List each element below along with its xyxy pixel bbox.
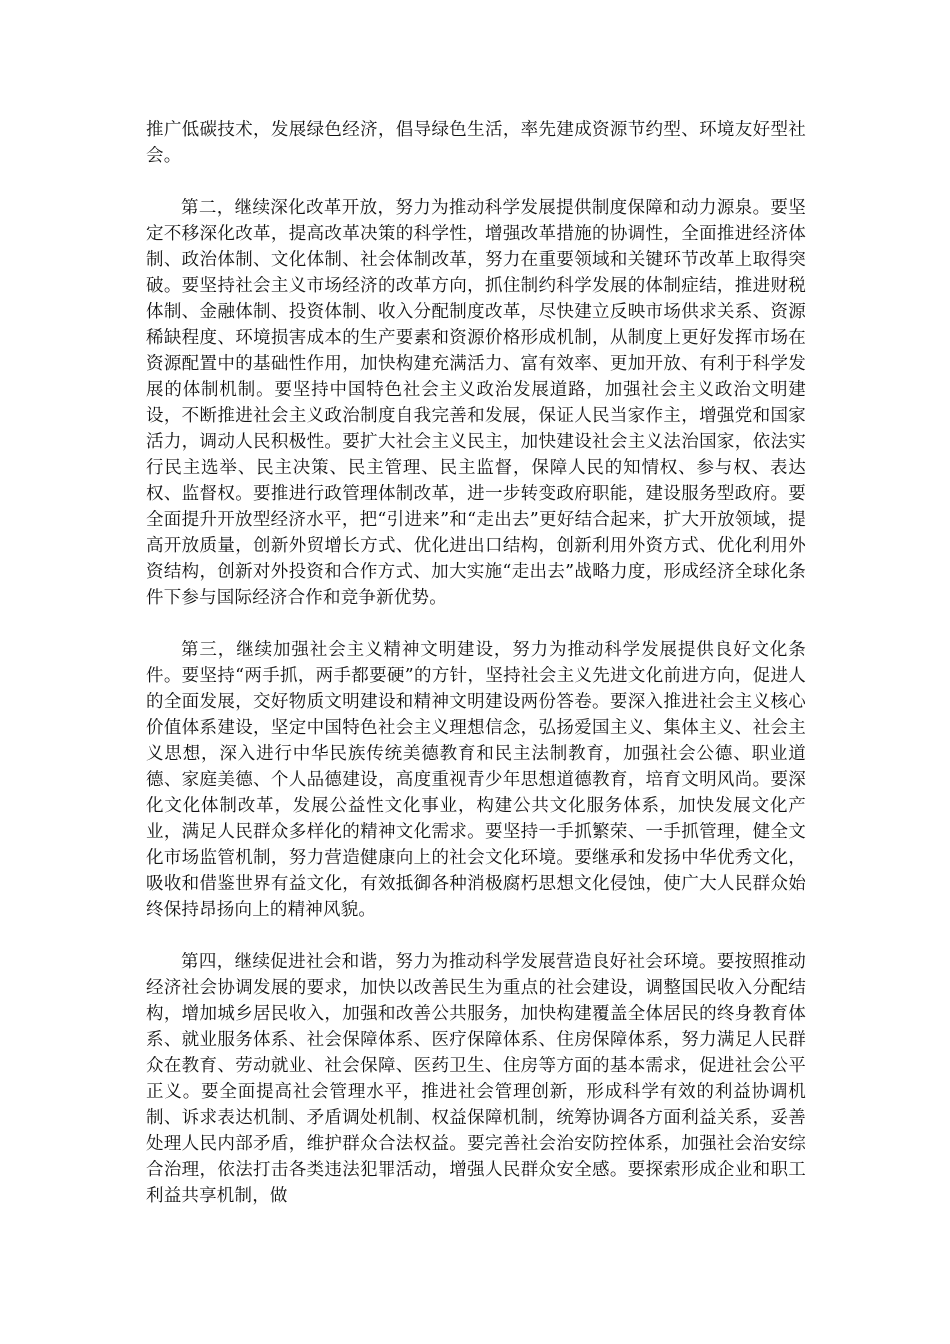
paragraph-fourth: 第四，继续促进社会和谐，努力为推动科学发展营造良好社会环境。要按照推动经济社会协调发展的要求，加快以改善民生为重点的社会建设，调整国民收入分配结构，增加城乡居民收入，加强和改善公共服务，加快构建覆盖全体居民的终身教育体系、就业服务体系、社会保障体系、医疗保障体系、住房保障体系，努力满足人民群众在教育、劳动就业、社会保障、医药卫生、住房等方面的基本需求，促进社会公平正义。要全面提高社会管理水平，推进社会管理创新，形成科学有效的利益协调机制、诉求表达机制、矛盾调处机制、权益保障机制，统筹协调各方面利益关系，妥善处理人民内部矛盾，维护群众合法权益。要完善社会治安防控体系，加强社会治安综合治理，依法打击各类违法犯罪活动，增强人民群众安全感。要探索形成企业和职工利益共享机制，做 [146,952,806,1206]
paragraph-continuation: 推广低碳技术，发展绿色经济，倡导绿色生活，率先建成资源节约型、环境友好型社会。 [146,120,806,166]
document-body [146,117,806,1235]
paragraph-third: 第三，继续加强社会主义精神文明建设，努力为推动科学发展提供良好文化条件。要坚持“两手抓，两手都要硬”的方针，坚持社会主义先进文化前进方向，促进人的全面发展，交好物质文明建设和精神文明建设两份答卷。要深入推进社会主义核心价值体系建设，坚定中国特色社会主义理想信念，弘扬爱国主义、集体主义、社会主义思想，深入进行中华民族传统美德教育和民主法制教育，加强社会公德、职业道德、家庭美德、个人品德建设，高度重视青少年思想道德教育，培育文明风尚。要深化文化体制改革，发展公益性文化事业，构建公共文化服务体系，加快发展文化产业，满足人民群众多样化的精神文化需求。要坚持一手抓繁荣、一手抓管理，健全文化市场监管机制，努力营造健康向上的社会文化环境。要继承和发扬中华优秀文化，吸收和借鉴世界有益文化，有效抵御各种消极腐朽思想文化侵蚀，使广大人民群众始终保持昂扬向上的精神风貌。 [146,640,806,920]
paragraph-second: 第二，继续深化改革开放，努力为推动科学发展提供制度保障和动力源泉。要坚定不移深化改革，提高改革决策的科学性，增强改革措施的协调性，全面推进经济体制、政治体制、文化体制、社会体制改革，努力在重要领域和关键环节改革上取得突破。要坚持社会主义市场经济的改革方向，抓住制约科学发展的体制症结，推进财税体制、金融体制、投资体制、收入分配制度改革，尽快建立反映市场供求关系、资源稀缺程度、环境损害成本的生产要素和资源价格形成机制，从制度上更好发挥市场在资源配置中的基础性作用，加快构建充满活力、富有效率、更加开放、有利于科学发展的体制机制。要坚持中国特色社会主义政治发展道路，加强社会主义政治文明建设，不断推进社会主义政治制度自我完善和发展，保证人民当家作主，增强党和国家活力，调动人民积极性。要扩大社会主义民主，加快建设社会主义法治国家，依法实行民主选举、民主决策、民主管理、民主监督，保障人民的知情权、参与权、表达权、监督权。要推进行政管理体制改革，进一步转变政府职能，建设服务型政府。要全面提升开放型经济水平，把“引进来”和“走出去”更好结合起来，扩大开放领域，提高开放质量，创新外贸增长方式、优化进出口结构，创新利用外资方式、优化利用外资结构，创新对外投资和合作方式、加大实施“走出去”战略力度，形成经济全球化条件下参与国际经济合作和竞争新优势。 [146,198,806,608]
